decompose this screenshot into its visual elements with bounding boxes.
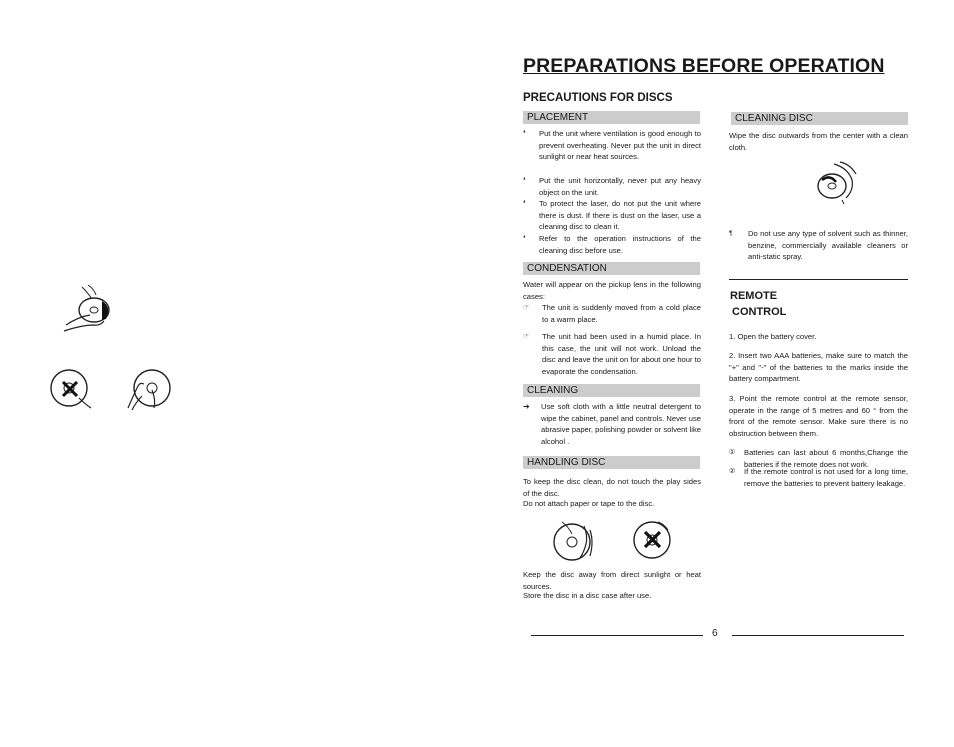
footer-rule-right [732, 635, 904, 636]
hand-holding-disc-illustration [60, 285, 120, 341]
disc-wrong-handling-illustration [628, 520, 678, 562]
warning-icon: ¶ [729, 230, 733, 237]
list-item: ¶ Do not use any type of solvent such as thinner, benzine, commercially available cleaners or anti-static spray. [729, 229, 908, 262]
bullet-icon: ❛ [523, 234, 526, 243]
handling-header: HANDLING DISC [523, 456, 700, 469]
bullet-icon: ❛ [523, 129, 526, 138]
disc-wrong-handling-illustration [45, 368, 97, 410]
page-title: PREPARATIONS BEFORE OPERATION [523, 55, 885, 77]
placement-header: PLACEMENT [523, 111, 700, 124]
bullet-icon: ❛ [523, 176, 526, 185]
section-title: PRECAUTIONS FOR DISCS [523, 92, 673, 104]
list-item: ☞ The unit is suddenly moved from a cold place to a warm place. [523, 303, 701, 324]
placement-list [523, 128, 701, 256]
footer-rule-left [531, 635, 703, 636]
condensation-list [523, 302, 701, 378]
bullet-icon: ❛ [523, 199, 526, 208]
condensation-intro: Water will appear on the pickup lens in the following cases: [523, 280, 701, 301]
list-item: ❛ Put the unit where ventilation is good enough to prevent overheating. Never put the unit in direct sunlight or near heat sources. [523, 129, 701, 162]
handling-text: Keep the disc away from direct sunlight or heat sources. [523, 570, 701, 591]
disc-correct-handling-illustration [548, 520, 602, 564]
hand-pointer-icon: ☞ [523, 304, 530, 311]
remote-step: 1. Open the battery cover. [729, 332, 817, 341]
list-item: ☞ The unit had been used in a humid place. In this case, the unit will not work. Unload the disc and leave the unit on for about one hour to evaporate the condensation. [523, 332, 701, 376]
number-one-icon: ① [729, 449, 736, 456]
handling-text: Store the disc in a disc case after use. [523, 591, 652, 600]
disc-correct-handling-illustration [122, 368, 178, 412]
handling-text: To keep the disc clean, do not touch the play sides of the disc. [523, 477, 701, 498]
remote-title: CONTROL [732, 306, 787, 318]
remote-notes [729, 447, 908, 507]
disc-wiping-illustration [812, 160, 862, 210]
cleaning-disc-header: CLEANING DISC [731, 112, 908, 125]
cleaning-disc-text: Wipe the disc outwards from the center with a clean cloth. [729, 131, 908, 152]
hand-pointer-icon: ☞ [523, 333, 530, 340]
list-item: ② If the remote control is not used for a long time, remove the batteries to prevent battery leakage. [729, 467, 908, 488]
cleaning-disc-note [729, 228, 908, 264]
cleaning-header: CLEANING [523, 384, 700, 397]
list-item: ① Batteries can last about 6 months,Change the batteries if the remote does not work. [729, 448, 908, 469]
remote-step: 2. Insert two AAA batteries, make sure to match the "+" and "-" of the batteries to the marks inside the battery compartment. [729, 351, 908, 384]
remote-title: REMOTE [730, 290, 778, 302]
list-item: ❛ Refer to the operation instructions of the cleaning disc before use. [523, 234, 701, 255]
list-item: ❛ Put the unit horizontally, never put any heavy object on the unit. [523, 176, 701, 197]
number-two-icon: ② [729, 468, 736, 475]
arrow-icon: ➔ [523, 402, 530, 411]
list-item: ➔ Use soft cloth with a little neutral detergent to wipe the cabinet, panel and controls. Never use abrasive paper, polishing powder or solvent like alcohol . [523, 402, 701, 446]
page-number: 6 [712, 628, 718, 639]
condensation-header: CONDENSATION [523, 262, 700, 275]
cleaning-list [523, 401, 701, 449]
divider [729, 279, 908, 280]
remote-step: 3. Point the remote control at the remote sensor, operate in the range of 5 metres and 60 ° from the front of the remote sensor. Make sure there is no obstruction between them. [729, 394, 908, 438]
handling-text: Do not attach paper or tape to the disc. [523, 499, 655, 508]
list-item: ❛ To protect the laser, do not put the unit where there is dust. If there is dust on the laser, use a cleaning disc to clean it. [523, 199, 701, 232]
